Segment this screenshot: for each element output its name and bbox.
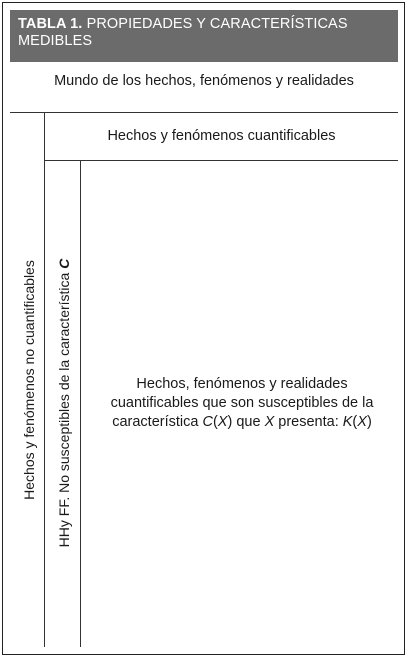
divider-quantifiable	[44, 160, 398, 161]
symbol-c-label: C	[56, 258, 72, 269]
divider-inner-column	[80, 160, 81, 647]
symbol-x: X	[357, 414, 367, 430]
susceptible-description	[88, 375, 396, 432]
table-title: PROPIEDADES Y CARACTERÍSTICAS MEDIBLES	[18, 16, 348, 49]
paren-open: (	[352, 414, 358, 430]
quantifiable-heading: Hechos y fenómenos cuantificables	[107, 128, 336, 144]
symbol-x: X	[217, 414, 228, 430]
description-line-2: cuantificables que son susceptibles de la	[110, 395, 374, 411]
symbol-x: X	[264, 414, 275, 430]
symbol-k: K	[342, 414, 353, 430]
divider-world	[10, 112, 398, 113]
paren-open: (	[212, 414, 218, 430]
non-susceptible-column	[52, 160, 76, 645]
paren-close: )	[366, 414, 372, 430]
word-que: que	[232, 414, 265, 430]
description-line-1: Hechos, fenómenos y realidades	[136, 376, 348, 392]
word-presenta: presenta:	[274, 414, 343, 430]
non-quantifiable-column	[17, 115, 41, 645]
line3-prefix: característica	[112, 414, 203, 430]
non-susceptible-prefix: HHy FF. No susceptibles de la característica	[56, 268, 72, 547]
world-heading: Mundo de los hechos, fenómenos y realidades	[54, 73, 354, 89]
symbol-c: C	[202, 414, 213, 430]
divider-outer-column	[44, 112, 45, 647]
table-header	[10, 10, 398, 62]
non-susceptible-label	[56, 258, 72, 547]
description-line-3	[88, 413, 396, 432]
table-number: TABLA 1.	[18, 16, 83, 32]
non-quantifiable-label: Hechos y fenómenos no cuantificables	[21, 260, 37, 500]
paren-close: )	[227, 414, 233, 430]
